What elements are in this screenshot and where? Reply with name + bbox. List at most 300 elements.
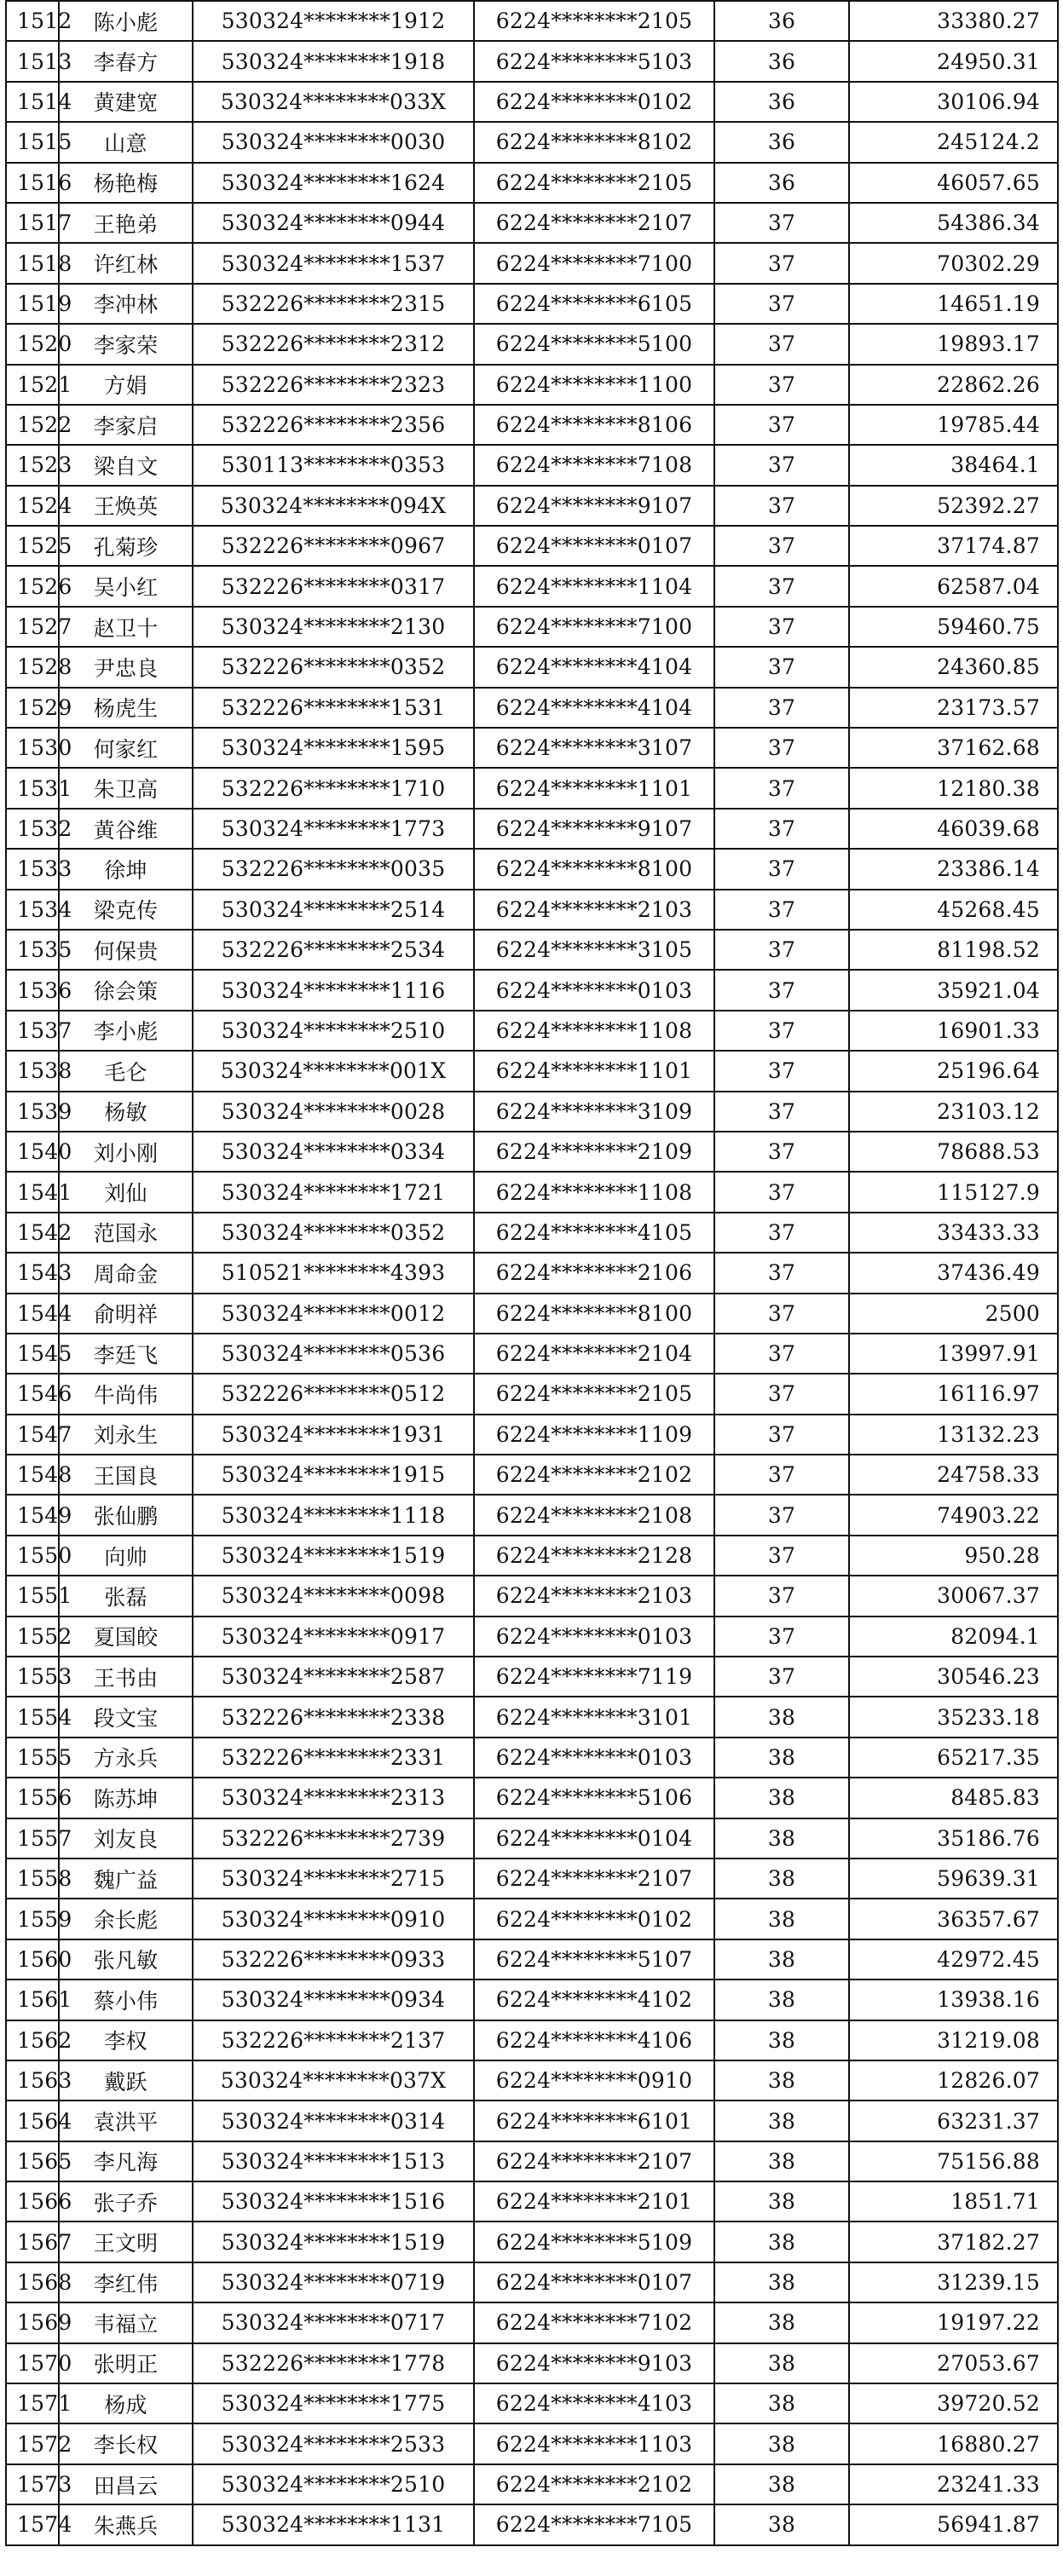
table-row [6, 243, 1058, 283]
name-cell: 李冲林 [59, 284, 193, 324]
name-cell: 方永兵 [59, 1738, 193, 1778]
code-cell: 37 [714, 1294, 849, 1334]
row-number: 1563 [6, 2060, 59, 2101]
code-cell: 37 [714, 1415, 849, 1455]
table-row [6, 2222, 1058, 2262]
row-number: 1529 [6, 688, 59, 728]
table-row [6, 2060, 1058, 2101]
amount-cell: 54386.34 [849, 203, 1058, 243]
id-number-cell: 530324********1116 [193, 970, 474, 1010]
id-number-cell: 530324********2130 [193, 607, 474, 647]
bank-account-cell: 6224********0102 [474, 1899, 714, 1939]
table-row [6, 688, 1058, 728]
table-row [6, 2262, 1058, 2302]
row-number: 1525 [6, 526, 59, 566]
name-cell: 李小彪 [59, 1011, 193, 1051]
bank-account-cell: 6224********6105 [474, 284, 714, 324]
row-number: 1534 [6, 890, 59, 930]
amount-cell: 12180.38 [849, 768, 1058, 808]
name-cell: 刘小刚 [59, 1132, 193, 1172]
row-number: 1519 [6, 284, 59, 324]
row-number: 1536 [6, 970, 59, 1010]
name-cell: 赵卫十 [59, 607, 193, 647]
row-number: 1558 [6, 1859, 59, 1899]
bank-account-cell: 6224********0103 [474, 970, 714, 1010]
amount-cell: 37436.49 [849, 1253, 1058, 1293]
bank-account-cell: 6224********9103 [474, 2343, 714, 2383]
code-cell: 37 [714, 1253, 849, 1293]
table-row [6, 324, 1058, 364]
bank-account-cell: 6224********9107 [474, 486, 714, 526]
table-row [6, 607, 1058, 647]
row-number: 1573 [6, 2464, 59, 2504]
code-cell: 37 [714, 243, 849, 283]
table-row [6, 163, 1058, 203]
code-cell: 37 [714, 688, 849, 728]
table-row [6, 970, 1058, 1010]
data-table [5, 0, 1059, 2546]
bank-account-cell: 6224********2107 [474, 203, 714, 243]
id-number-cell: 532226********1778 [193, 2343, 474, 2383]
id-number-cell: 532226********2338 [193, 1697, 474, 1737]
bank-account-cell: 6224********5100 [474, 324, 714, 364]
table-row [6, 1495, 1058, 1535]
id-number-cell: 530324********0719 [193, 2262, 474, 2302]
row-number: 1569 [6, 2302, 59, 2343]
amount-cell: 33433.33 [849, 1213, 1058, 1253]
code-cell: 37 [714, 1172, 849, 1212]
id-number-cell: 530324********2587 [193, 1657, 474, 1697]
table-row [6, 849, 1058, 889]
bank-account-cell: 6224********4106 [474, 2020, 714, 2060]
row-number: 1552 [6, 1616, 59, 1657]
bank-account-cell: 6224********0107 [474, 526, 714, 566]
row-number: 1527 [6, 607, 59, 647]
row-number: 1539 [6, 1092, 59, 1132]
code-cell: 37 [714, 728, 849, 768]
bank-account-cell: 6224********7105 [474, 2504, 714, 2544]
id-number-cell: 530324********2514 [193, 890, 474, 930]
amount-cell: 33380.27 [849, 1, 1058, 41]
row-number: 1572 [6, 2423, 59, 2464]
table-row [6, 1, 1058, 41]
amount-cell: 1851.71 [849, 2181, 1058, 2222]
table-row [6, 890, 1058, 930]
bank-account-cell: 6224********8102 [474, 122, 714, 162]
row-number: 1516 [6, 163, 59, 203]
amount-cell: 245124.2 [849, 122, 1058, 162]
name-cell: 许红林 [59, 243, 193, 283]
amount-cell: 31219.08 [849, 2020, 1058, 2060]
id-number-cell: 530324********1931 [193, 1415, 474, 1455]
name-cell: 蔡小伟 [59, 1980, 193, 2020]
row-number: 1535 [6, 930, 59, 970]
row-number: 1522 [6, 405, 59, 445]
row-number: 1542 [6, 1213, 59, 1253]
code-cell: 37 [714, 890, 849, 930]
name-cell: 戴跃 [59, 2060, 193, 2101]
name-cell: 王书由 [59, 1657, 193, 1697]
name-cell: 杨艳梅 [59, 163, 193, 203]
table-row [6, 1132, 1058, 1172]
code-cell: 38 [714, 2343, 849, 2383]
id-number-cell: 532226********0035 [193, 849, 474, 889]
row-number: 1517 [6, 203, 59, 243]
bank-account-cell: 6224********4105 [474, 1213, 714, 1253]
bank-account-cell: 6224********1101 [474, 768, 714, 808]
amount-cell: 30546.23 [849, 1657, 1058, 1697]
amount-cell: 115127.9 [849, 1172, 1058, 1212]
table-row [6, 647, 1058, 687]
name-cell: 田昌云 [59, 2464, 193, 2504]
bank-account-cell: 6224********8100 [474, 849, 714, 889]
table-row [6, 2464, 1058, 2504]
code-cell: 37 [714, 284, 849, 324]
id-number-cell: 532226********2137 [193, 2020, 474, 2060]
table-row [6, 284, 1058, 324]
table-row [6, 122, 1058, 162]
row-number: 1565 [6, 2141, 59, 2181]
code-cell: 38 [714, 2101, 849, 2141]
name-cell: 梁克传 [59, 890, 193, 930]
amount-cell: 22862.26 [849, 365, 1058, 405]
amount-cell: 14651.19 [849, 284, 1058, 324]
id-number-cell: 530324********1519 [193, 1536, 474, 1576]
code-cell: 38 [714, 1939, 849, 1980]
amount-cell: 13938.16 [849, 1980, 1058, 2020]
id-number-cell: 510521********4393 [193, 1253, 474, 1293]
row-number: 1567 [6, 2222, 59, 2262]
bank-account-cell: 6224********8100 [474, 1294, 714, 1334]
code-cell: 37 [714, 1495, 849, 1535]
amount-cell: 2500 [849, 1294, 1058, 1334]
amount-cell: 70302.29 [849, 243, 1058, 283]
code-cell: 38 [714, 2141, 849, 2181]
id-number-cell: 532226********1531 [193, 688, 474, 728]
bank-account-cell: 6224********0104 [474, 1818, 714, 1859]
amount-cell: 13997.91 [849, 1334, 1058, 1374]
bank-account-cell: 6224********4102 [474, 1980, 714, 2020]
table-row [6, 41, 1058, 81]
bank-account-cell: 6224********2105 [474, 163, 714, 203]
code-cell: 37 [714, 486, 849, 526]
amount-cell: 35921.04 [849, 970, 1058, 1010]
code-cell: 37 [714, 930, 849, 970]
row-number: 1524 [6, 486, 59, 526]
amount-cell: 37174.87 [849, 526, 1058, 566]
id-number-cell: 530113********0353 [193, 445, 474, 485]
name-cell: 张明正 [59, 2343, 193, 2383]
table-row [6, 2020, 1058, 2060]
code-cell: 37 [714, 809, 849, 849]
name-cell: 何保贵 [59, 930, 193, 970]
bank-account-cell: 6224********2102 [474, 1455, 714, 1495]
bank-account-cell: 6224********3107 [474, 728, 714, 768]
bank-account-cell: 6224********0910 [474, 2060, 714, 2101]
id-number-cell: 530324********1118 [193, 1495, 474, 1535]
id-number-cell: 530324********2510 [193, 2464, 474, 2504]
name-cell: 陈苏坤 [59, 1778, 193, 1818]
bank-account-cell: 6224********2128 [474, 1536, 714, 1576]
table-row [6, 1738, 1058, 1778]
id-number-cell: 530324********1912 [193, 1, 474, 41]
id-number-cell: 530324********1519 [193, 2222, 474, 2262]
name-cell: 李凡海 [59, 2141, 193, 2181]
bank-account-cell: 6224********0103 [474, 1616, 714, 1657]
name-cell: 朱卫高 [59, 768, 193, 808]
amount-cell: 56941.87 [849, 2504, 1058, 2544]
id-number-cell: 530324********0012 [193, 1294, 474, 1334]
bank-account-cell: 6224********3109 [474, 1092, 714, 1132]
code-cell: 36 [714, 163, 849, 203]
code-cell: 37 [714, 1616, 849, 1657]
code-cell: 38 [714, 2504, 849, 2544]
id-number-cell: 530324********2510 [193, 1011, 474, 1051]
bank-account-cell: 6224********9107 [474, 809, 714, 849]
name-cell: 杨敏 [59, 1092, 193, 1132]
row-number: 1574 [6, 2504, 59, 2544]
table-row [6, 809, 1058, 849]
name-cell: 毛仑 [59, 1051, 193, 1091]
amount-cell: 59460.75 [849, 607, 1058, 647]
code-cell: 37 [714, 203, 849, 243]
code-cell: 36 [714, 41, 849, 81]
amount-cell: 30106.94 [849, 82, 1058, 122]
row-number: 1544 [6, 1294, 59, 1334]
amount-cell: 16880.27 [849, 2423, 1058, 2464]
row-number: 1557 [6, 1818, 59, 1859]
code-cell: 38 [714, 1899, 849, 1939]
amount-cell: 31239.15 [849, 2262, 1058, 2302]
name-cell: 李春方 [59, 41, 193, 81]
bank-account-cell: 6224********2107 [474, 1859, 714, 1899]
name-cell: 魏广益 [59, 1859, 193, 1899]
row-number: 1547 [6, 1415, 59, 1455]
id-number-cell: 530324********2313 [193, 1778, 474, 1818]
amount-cell: 63231.37 [849, 2101, 1058, 2141]
table-row [6, 1616, 1058, 1657]
row-number: 1530 [6, 728, 59, 768]
id-number-cell: 530324********1513 [193, 2141, 474, 2181]
id-number-cell: 530324********0098 [193, 1576, 474, 1616]
id-number-cell: 530324********0717 [193, 2302, 474, 2343]
row-number: 1564 [6, 2101, 59, 2141]
amount-cell: 8485.83 [849, 1778, 1058, 1818]
row-number: 1518 [6, 243, 59, 283]
code-cell: 37 [714, 1092, 849, 1132]
name-cell: 朱燕兵 [59, 2504, 193, 2544]
table-row [6, 405, 1058, 445]
code-cell: 38 [714, 1859, 849, 1899]
amount-cell: 23103.12 [849, 1092, 1058, 1132]
id-number-cell: 532226********0317 [193, 566, 474, 606]
table-row [6, 2101, 1058, 2141]
table-row [6, 1980, 1058, 2020]
amount-cell: 23241.33 [849, 2464, 1058, 2504]
row-number: 1532 [6, 809, 59, 849]
name-cell: 向帅 [59, 1536, 193, 1576]
amount-cell: 35233.18 [849, 1697, 1058, 1737]
row-number: 1526 [6, 566, 59, 606]
bank-account-cell: 6224********1103 [474, 2423, 714, 2464]
code-cell: 38 [714, 1980, 849, 2020]
row-number: 1555 [6, 1738, 59, 1778]
row-number: 1548 [6, 1455, 59, 1495]
name-cell: 张仙鹏 [59, 1495, 193, 1535]
row-number: 1549 [6, 1495, 59, 1535]
row-number: 1531 [6, 768, 59, 808]
name-cell: 黄建宽 [59, 82, 193, 122]
bank-account-cell: 6224********2102 [474, 2464, 714, 2504]
id-number-cell: 530324********0028 [193, 1092, 474, 1132]
amount-cell: 46039.68 [849, 809, 1058, 849]
code-cell: 38 [714, 2181, 849, 2222]
amount-cell: 35186.76 [849, 1818, 1058, 1859]
table-row [6, 1334, 1058, 1374]
id-number-cell: 530324********1775 [193, 2383, 474, 2423]
code-cell: 38 [714, 2262, 849, 2302]
id-number-cell: 530324********1595 [193, 728, 474, 768]
row-number: 1515 [6, 122, 59, 162]
id-number-cell: 530324********1131 [193, 2504, 474, 2544]
bank-account-cell: 6224********4103 [474, 2383, 714, 2423]
name-cell: 杨成 [59, 2383, 193, 2423]
bank-account-cell: 6224********5109 [474, 2222, 714, 2262]
id-number-cell: 532226********2534 [193, 930, 474, 970]
id-number-cell: 532226********0512 [193, 1374, 474, 1414]
name-cell: 李红伟 [59, 2262, 193, 2302]
row-number: 1550 [6, 1536, 59, 1576]
code-cell: 37 [714, 566, 849, 606]
amount-cell: 24360.85 [849, 647, 1058, 687]
row-number: 1541 [6, 1172, 59, 1212]
amount-cell: 23173.57 [849, 688, 1058, 728]
name-cell: 张磊 [59, 1576, 193, 1616]
id-number-cell: 530324********2533 [193, 2423, 474, 2464]
row-number: 1559 [6, 1899, 59, 1939]
amount-cell: 24950.31 [849, 41, 1058, 81]
table-row [6, 2141, 1058, 2181]
name-cell: 余长彪 [59, 1899, 193, 1939]
name-cell: 吴小红 [59, 566, 193, 606]
id-number-cell: 532226********2323 [193, 365, 474, 405]
code-cell: 38 [714, 1818, 849, 1859]
name-cell: 夏国皎 [59, 1616, 193, 1657]
table-row [6, 2504, 1058, 2544]
code-cell: 37 [714, 1455, 849, 1495]
code-cell: 37 [714, 607, 849, 647]
amount-cell: 19197.22 [849, 2302, 1058, 2343]
bank-account-cell: 6224********5106 [474, 1778, 714, 1818]
row-number: 1568 [6, 2262, 59, 2302]
bank-account-cell: 6224********0102 [474, 82, 714, 122]
id-number-cell: 530324********1537 [193, 243, 474, 283]
id-number-cell: 530324********1773 [193, 809, 474, 849]
amount-cell: 42972.45 [849, 1939, 1058, 1980]
name-cell: 范国永 [59, 1213, 193, 1253]
code-cell: 38 [714, 2464, 849, 2504]
id-number-cell: 530324********037X [193, 2060, 474, 2101]
name-cell: 李长权 [59, 2423, 193, 2464]
table-row [6, 2343, 1058, 2383]
code-cell: 37 [714, 1334, 849, 1374]
name-cell: 牛尚伟 [59, 1374, 193, 1414]
id-number-cell: 530324********1915 [193, 1455, 474, 1495]
id-number-cell: 530324********0536 [193, 1334, 474, 1374]
code-cell: 38 [714, 2060, 849, 2101]
code-cell: 38 [714, 1778, 849, 1818]
code-cell: 36 [714, 1, 849, 41]
code-cell: 38 [714, 2222, 849, 2262]
code-cell: 37 [714, 1011, 849, 1051]
amount-cell: 38464.1 [849, 445, 1058, 485]
table-row [6, 2181, 1058, 2222]
bank-account-cell: 6224********0103 [474, 1738, 714, 1778]
row-number: 1533 [6, 849, 59, 889]
amount-cell: 37162.68 [849, 728, 1058, 768]
code-cell: 38 [714, 2383, 849, 2423]
code-cell: 36 [714, 82, 849, 122]
table-row [6, 566, 1058, 606]
id-number-cell: 530324********1918 [193, 41, 474, 81]
bank-account-cell: 6224********3101 [474, 1697, 714, 1737]
row-number: 1537 [6, 1011, 59, 1051]
table-row [6, 82, 1058, 122]
amount-cell: 13132.23 [849, 1415, 1058, 1455]
name-cell: 韦福立 [59, 2302, 193, 2343]
amount-cell: 46057.65 [849, 163, 1058, 203]
id-number-cell: 532226********2739 [193, 1818, 474, 1859]
bank-account-cell: 6224********5107 [474, 1939, 714, 1980]
id-number-cell: 530324********0030 [193, 122, 474, 162]
table-row [6, 1536, 1058, 1576]
row-number: 1538 [6, 1051, 59, 1091]
table-row [6, 728, 1058, 768]
name-cell: 李家荣 [59, 324, 193, 364]
code-cell: 37 [714, 1657, 849, 1697]
id-number-cell: 530324********094X [193, 486, 474, 526]
amount-cell: 59639.31 [849, 1859, 1058, 1899]
table-row [6, 1859, 1058, 1899]
bank-account-cell: 6224********1109 [474, 1415, 714, 1455]
table-row [6, 1818, 1058, 1859]
bank-account-cell: 6224********3105 [474, 930, 714, 970]
table-row [6, 445, 1058, 485]
bank-account-cell: 6224********1104 [474, 566, 714, 606]
amount-cell: 65217.35 [849, 1738, 1058, 1778]
bank-account-cell: 6224********1108 [474, 1011, 714, 1051]
amount-cell: 12826.07 [849, 2060, 1058, 2101]
code-cell: 37 [714, 970, 849, 1010]
name-cell: 徐会策 [59, 970, 193, 1010]
bank-account-cell: 6224********2105 [474, 1, 714, 41]
name-cell: 王文明 [59, 2222, 193, 2262]
amount-cell: 75156.88 [849, 2141, 1058, 2181]
row-number: 1514 [6, 82, 59, 122]
name-cell: 尹忠良 [59, 647, 193, 687]
name-cell: 刘永生 [59, 1415, 193, 1455]
amount-cell: 19785.44 [849, 405, 1058, 445]
amount-cell: 25196.64 [849, 1051, 1058, 1091]
row-number: 1543 [6, 1253, 59, 1293]
amount-cell: 78688.53 [849, 1132, 1058, 1172]
row-number: 1560 [6, 1939, 59, 1980]
id-number-cell: 532226********1710 [193, 768, 474, 808]
amount-cell: 36357.67 [849, 1899, 1058, 1939]
table-row [6, 1415, 1058, 1455]
bank-account-cell: 6224********4104 [474, 688, 714, 728]
row-number: 1554 [6, 1697, 59, 1737]
